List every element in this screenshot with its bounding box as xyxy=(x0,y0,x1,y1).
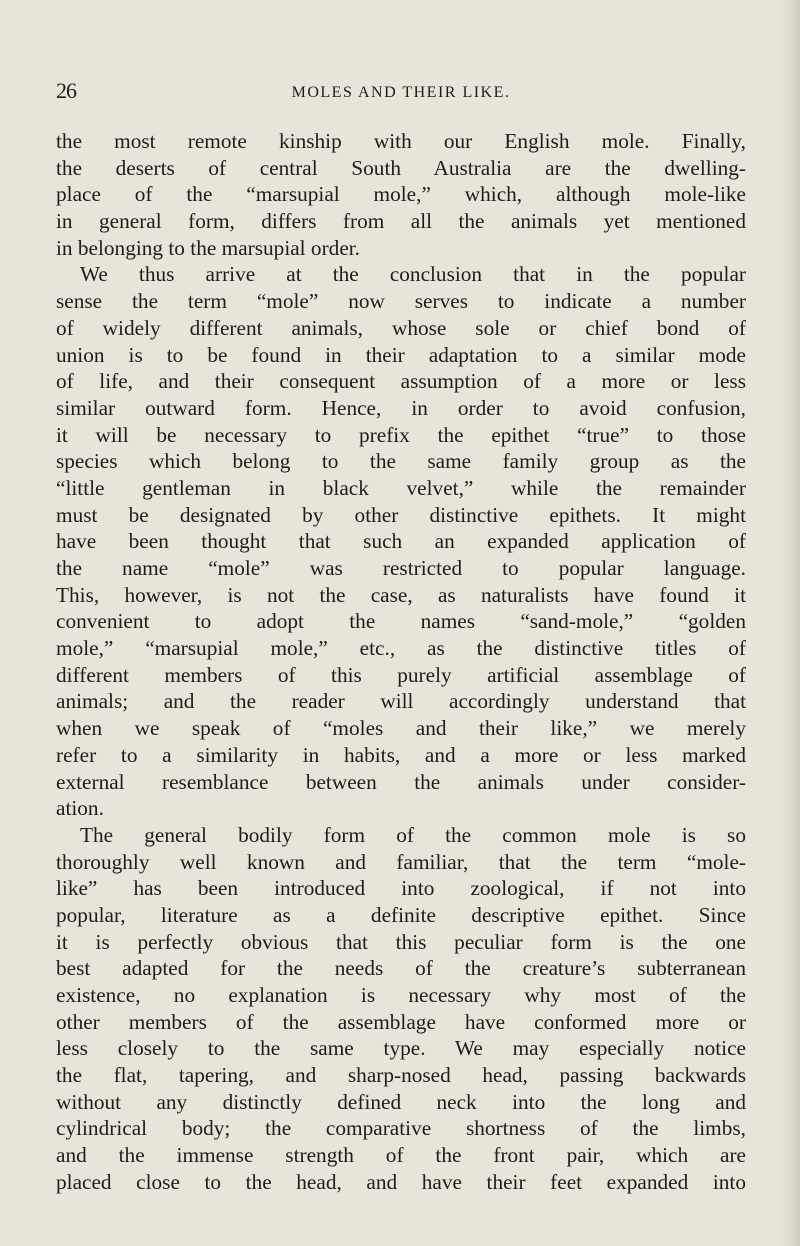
text-line: popular, literature as a definite descriptive epithet. Since xyxy=(56,902,746,927)
text-line: less closely to the same type. We may especially notice xyxy=(56,1036,746,1061)
text-line: different members of this purely artificial assemblage of xyxy=(56,662,746,687)
text-line: similar outward form. Hence, in order to avoid confusion, xyxy=(56,395,746,420)
text-line: the name “mole” was restricted to popular language. xyxy=(56,556,746,580)
text-line: in general form, differs from all the animals yet mentioned xyxy=(56,209,746,234)
paragraph-start-line: The general bodily form of the common mole is so xyxy=(80,822,746,847)
text-line: and the immense strength of the front pair, which are xyxy=(56,1143,746,1168)
text-line: union is to be found in their adaptation to a similar mode xyxy=(56,342,746,367)
text-line: placed close to the head, and have their feet expanded into xyxy=(56,1169,746,1194)
text-line: in belonging to the marsupial order. xyxy=(56,235,361,260)
text-line: cylindrical body; the comparative shortness of the limbs, xyxy=(56,1116,746,1141)
text-line: external resemblance between the animals under consider- xyxy=(56,769,746,794)
text-line: the most remote kinship with our English mole. Finally, xyxy=(56,129,746,153)
text-line: This, however, is not the case, as naturalists have found it xyxy=(56,582,746,607)
text-line: species which belong to the same family group as the xyxy=(56,449,746,474)
text-line: without any distinctly defined neck into the long and xyxy=(56,1089,746,1114)
text-line: ation. xyxy=(56,796,104,821)
text-line: animals; and the reader will accordingly understand that xyxy=(56,689,746,714)
page-header xyxy=(56,78,746,108)
text-line: refer to a similarity in habits, and a more or less marked xyxy=(56,742,746,767)
text-line: the flat, tapering, and sharp-nosed head, passing backwards xyxy=(56,1063,746,1088)
text-line: must be designated by other distinctive epithets. It might xyxy=(56,502,746,527)
text-line: of life, and their consequent assumption of a more or less xyxy=(56,369,746,394)
running-title: MOLES AND THEIR LIKE. xyxy=(291,84,511,101)
text-line: it will be necessary to prefix the epithet “true” to those xyxy=(56,422,746,447)
text-line: have been thought that such an expanded application of xyxy=(56,529,746,554)
page-number: 26 xyxy=(56,78,76,103)
text-line: like” has been introduced into zoological, if not into xyxy=(56,876,746,901)
text-line: convenient to adopt the names “sand-mole,” “golden xyxy=(56,609,746,634)
page-edge-shadow xyxy=(778,0,800,1246)
text-line: it is perfectly obvious that this peculiar form is the one xyxy=(56,929,746,954)
paragraph-start-line: We thus arrive at the conclusion that in the popular xyxy=(80,262,746,287)
text-line: “little gentleman in black velvet,” while the remainder xyxy=(56,475,746,500)
text-line: when we speak of “moles and their like,” we merely xyxy=(56,716,746,741)
text-line: of widely different animals, whose sole or chief bond of xyxy=(56,315,746,340)
text-line: existence, no explanation is necessary why most of the xyxy=(56,983,746,1007)
text-line: sense the term “mole” now serves to indicate a number xyxy=(56,289,746,314)
body-text xyxy=(56,128,746,1196)
text-line: place of the “marsupial mole,” which, although mole-like xyxy=(56,182,746,207)
text-line: mole,” “marsupial mole,” etc., as the distinctive titles of xyxy=(56,636,746,661)
text-line: thoroughly well known and familiar, that the term “mole- xyxy=(56,849,746,874)
text-line: other members of the assemblage have conformed more or xyxy=(56,1009,746,1034)
text-line: the deserts of central South Australia are the dwelling- xyxy=(56,155,746,180)
text-line: best adapted for the needs of the creature’s subterranean xyxy=(56,956,746,981)
